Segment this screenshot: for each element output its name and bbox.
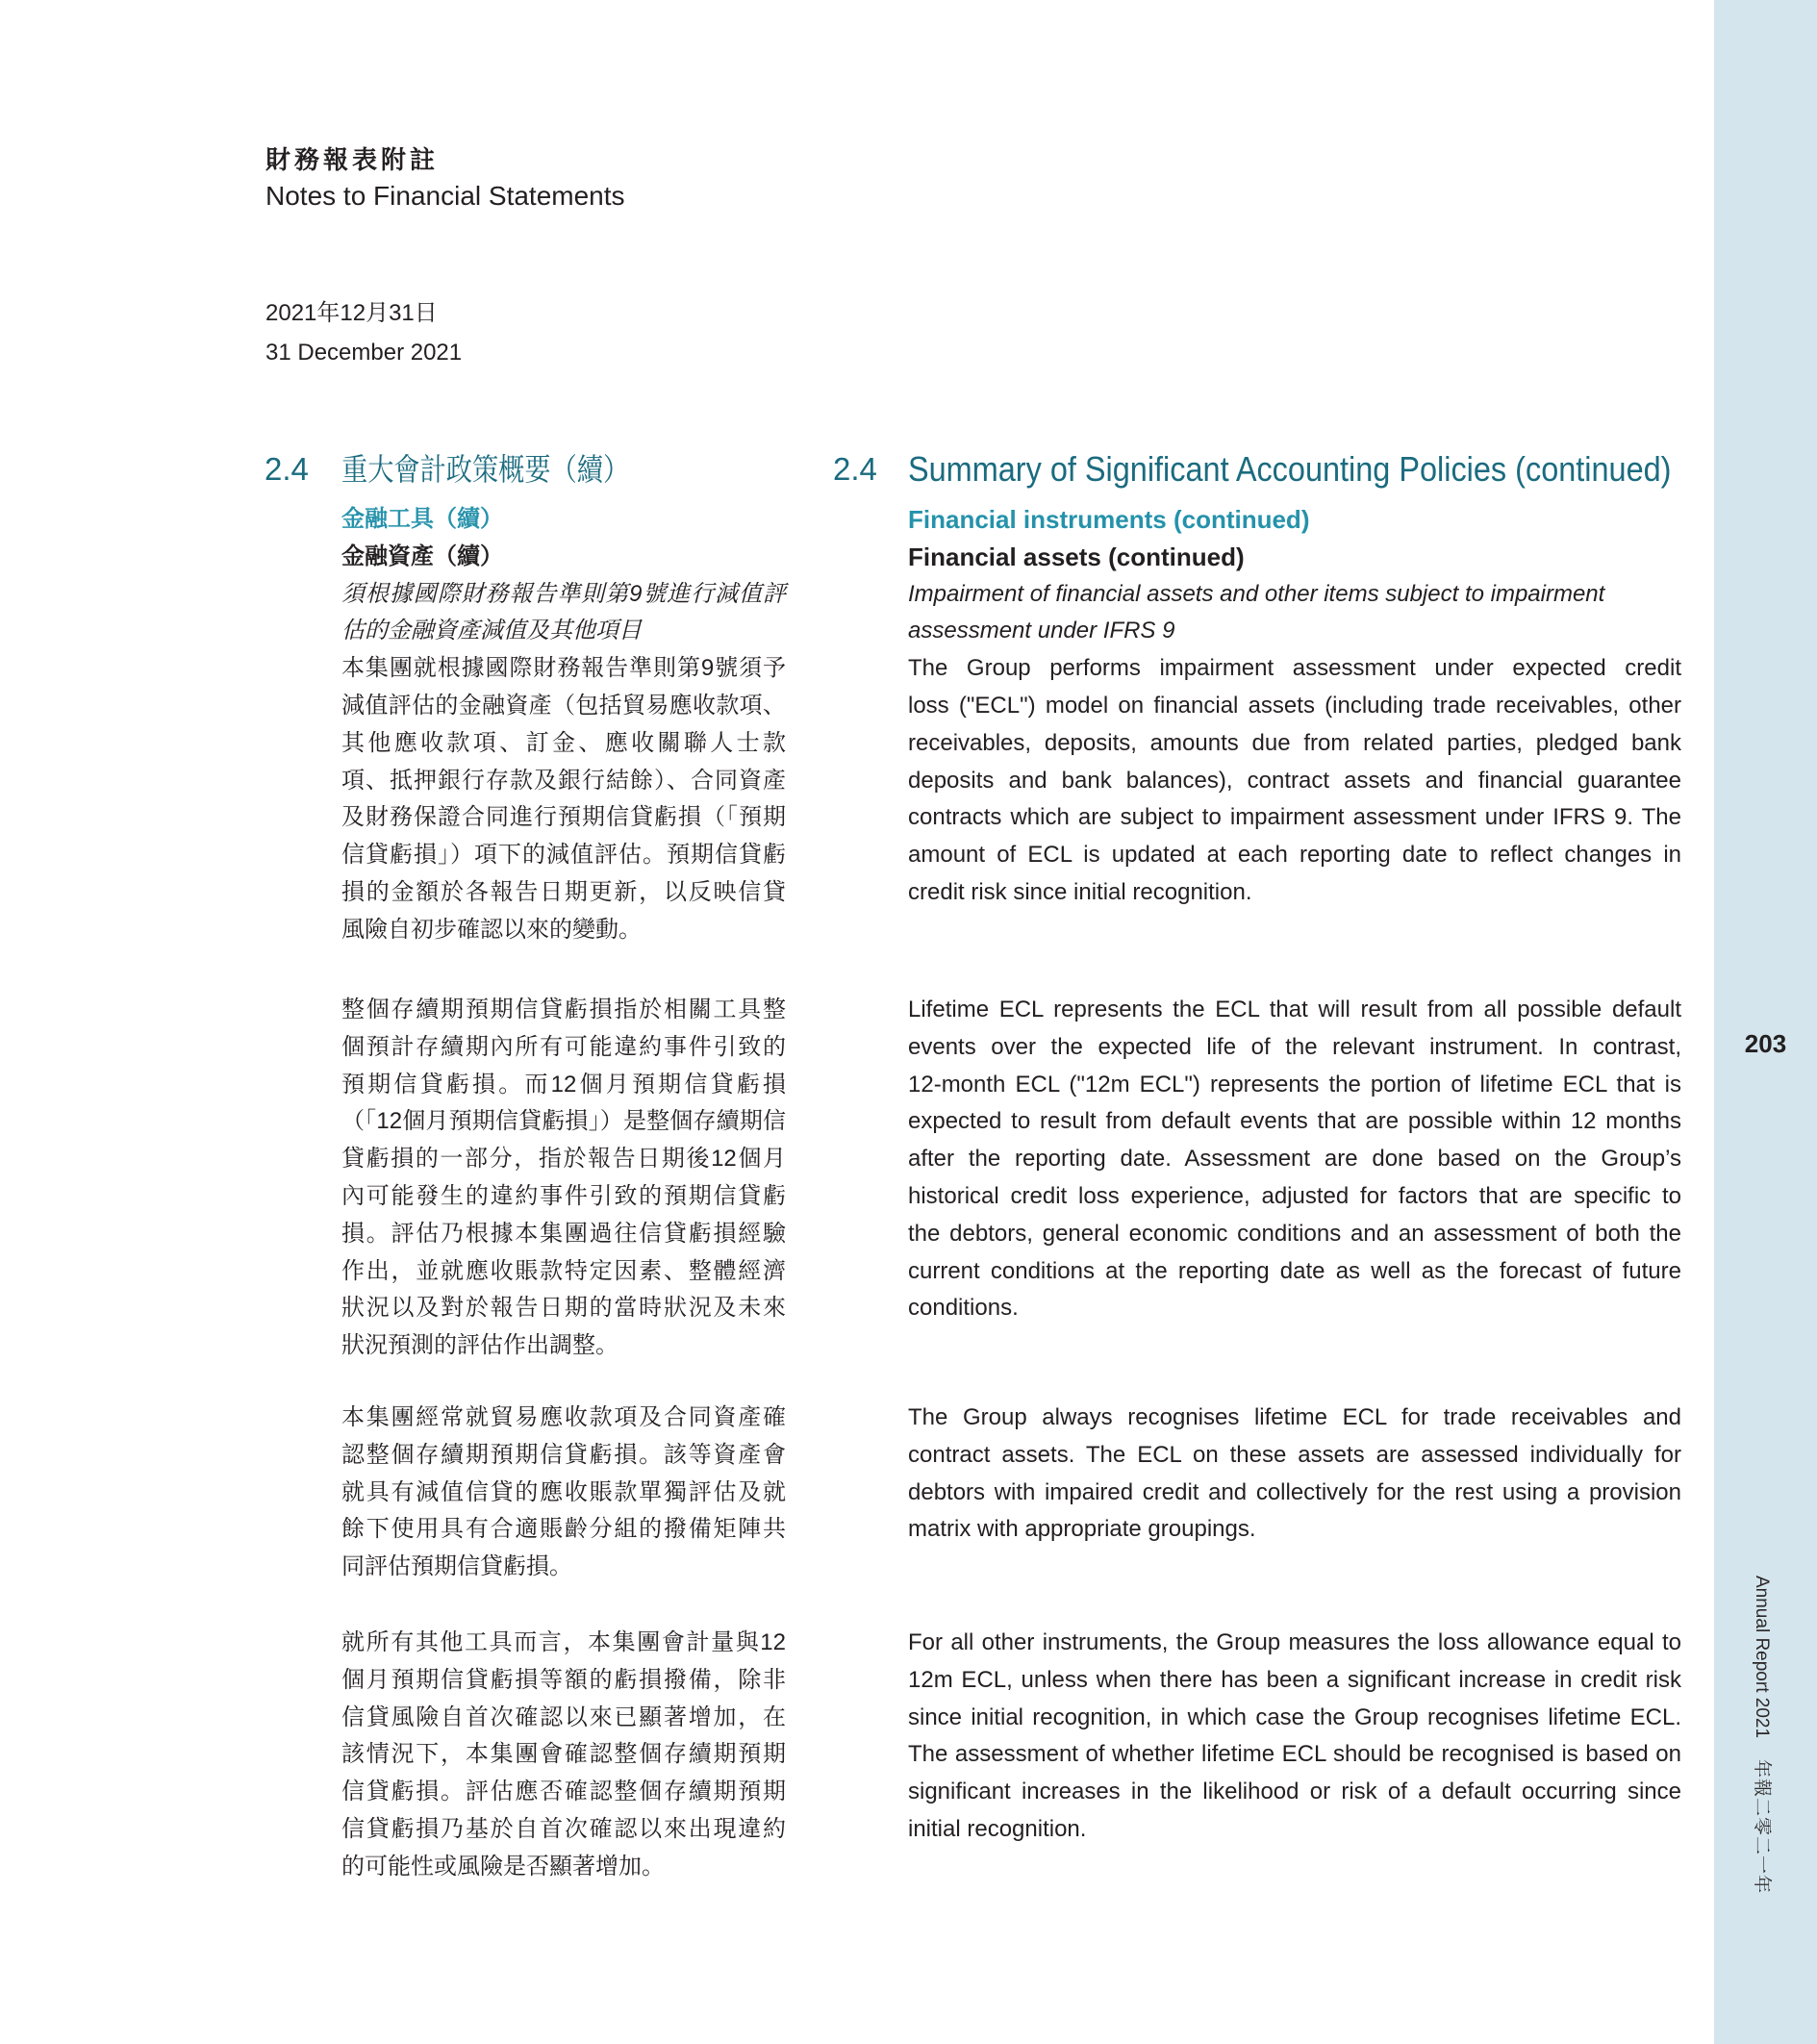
paragraph-line: For all other instruments, the Group measures the loss allowance equal to <box>908 1629 1681 1655</box>
paragraph-line: The assessment of whether lifetime ECL should be recognised is based on <box>908 1741 1681 1768</box>
en-paragraph-2 <box>908 992 1681 1327</box>
paragraph-line: 該情況下，本集團會確認整個存續期預期 <box>341 1741 786 1768</box>
section-number-zh: 2.4 <box>265 451 309 487</box>
paragraph-line: 及財務保證合同進行預期信貸虧損（「預期 <box>341 804 786 831</box>
paragraph-line: 信貸風險自首次確認以來已顯著增加，在 <box>341 1703 786 1730</box>
paragraph-line: contract assets. The ECL on these assets are assessed individually for <box>908 1441 1681 1468</box>
statement-date-zh: 2021年12月31日 <box>265 300 438 326</box>
zh-intro-block <box>341 501 786 949</box>
zh-subheading: 金融工具（續） <box>341 506 503 532</box>
en-subheading: Financial instruments (continued) <box>908 505 1310 534</box>
paragraph-line: 認整個存續期預期信貸虧損。該等資產會 <box>341 1441 786 1468</box>
paragraph-line: 狀況以及對於報告日期的當時狀況及未來 <box>341 1295 786 1322</box>
en-paragraph-1 <box>908 650 1681 912</box>
paragraph-line: historical credit loss experience, adjusted for factors that are specific to <box>908 1182 1681 1209</box>
paragraph-line: 同評估預期信貸虧損。 <box>341 1553 572 1580</box>
paragraph-line: 預期信貸虧損。而12個月預期信貸虧損 <box>341 1071 786 1098</box>
paragraph-line: 個預計存續期內所有可能違約事件引致的 <box>341 1033 786 1060</box>
section-title-zh: 重大會計政策概要（續） <box>341 452 630 487</box>
en-subsubheading: Financial assets (continued) <box>908 542 1245 571</box>
paragraph-line: initial recognition. <box>908 1815 1087 1842</box>
paragraph-line: 本集團就根據國際財務報告準則第9號須予 <box>341 655 786 682</box>
paragraph-line: 項、抵押銀行存款及銀行結餘）、合同資產 <box>341 767 786 794</box>
paragraph-line: current conditions at the reporting date as well as the forecast of future <box>908 1257 1681 1284</box>
paragraph-line: credit risk since initial recognition. <box>908 878 1252 905</box>
page-number: 203 <box>1744 1029 1787 1058</box>
report-label-zh: 年報二零二一年 <box>1752 1759 1772 1895</box>
zh-paragraph-3 <box>341 1400 786 1586</box>
paragraph-line: 個月預期信貸虧損等額的虧損撥備，除非 <box>341 1666 786 1693</box>
paragraph-line: The Group always recognises lifetime ECL for trade receivables and <box>908 1404 1681 1430</box>
en-intro-block <box>908 501 1681 912</box>
paragraph-line: 信貸虧損乃基於自首次確認以來出現違約 <box>341 1815 786 1842</box>
paragraph-line: receivables, deposits, amounts due from related parties, pledged bank <box>908 729 1681 756</box>
paragraph-line: 作出，並就應收賬款特定因素、整體經濟 <box>341 1257 786 1284</box>
paragraph-line: loss ("ECL") model on financial assets (including trade receivables, other <box>908 692 1681 719</box>
en-paragraph-4 <box>908 1625 1681 1849</box>
statement-date-en: 31 December 2021 <box>265 340 463 366</box>
en-italic-heading-line: Impairment of financial assets and other items subject to impairment <box>908 580 1605 607</box>
section-title-en: Summary of Significant Accounting Policies (continued) <box>908 449 1672 489</box>
paragraph-line: since initial recognition, in which case the Group recognises lifetime ECL. <box>908 1703 1681 1730</box>
paragraph-line: expected to result from default events that are possible within 12 months <box>908 1108 1681 1135</box>
paragraph-line: 損。評估乃根據本集團過往信貸虧損經驗 <box>341 1220 786 1247</box>
paragraph-line: 本集團經常就貿易應收款項及合同資產確 <box>341 1404 786 1430</box>
zh-paragraph-1 <box>341 650 786 948</box>
paragraph-line: 其他應收款項、訂金、應收關聯人士款 <box>341 729 786 756</box>
paragraph-line: 風險自初步確認以來的變動。 <box>341 916 642 943</box>
paragraph-line: deposits and bank balances), contract assets and financial guarantee <box>908 767 1681 794</box>
paragraph-line: 12-month ECL ("12m ECL") represents the portion of lifetime ECL that is <box>908 1071 1681 1098</box>
paragraph-line: the debtors, general economic conditions and an assessment of both the <box>908 1220 1681 1247</box>
zh-italic-heading-line: 估的金融資產減值及其他項目 <box>341 618 642 644</box>
paragraph-line: 損的金額於各報告日期更新，以反映信貸 <box>341 878 786 905</box>
vertical-report-label <box>1750 1576 1773 1894</box>
section-number-en: 2.4 <box>833 451 877 487</box>
paragraph-line: Lifetime ECL represents the ECL that will result from all possible default <box>908 997 1681 1022</box>
paragraph-line: 整個存續期預期信貸虧損指於相關工具整 <box>341 997 786 1022</box>
zh-subsubheading: 金融資產（續） <box>341 543 503 569</box>
paragraph-line: after the reporting date. Assessment are done based on the Group’s <box>908 1146 1681 1173</box>
paragraph-line: 減值評估的金融資產（包括貿易應收款項、 <box>341 692 786 719</box>
paragraph-line: （「12個月預期信貸虧損」）是整個存續期信 <box>341 1108 786 1135</box>
paragraph-line: 內可能發生的違約事件引致的預期信貸虧 <box>341 1182 786 1209</box>
paragraph-line: amount of ECL is updated at each reporting date to reflect changes in <box>908 842 1681 869</box>
paragraph-line: 就所有其他工具而言，本集團會計量與12 <box>341 1629 786 1655</box>
paragraph-line: debtors with impaired credit and collectively for the rest using a provision <box>908 1478 1681 1505</box>
running-header-zh: 財務報表附註 <box>265 145 440 174</box>
paragraph-line: 的可能性或風險是否顯著增加。 <box>341 1853 665 1880</box>
paragraph-line: conditions. <box>908 1295 1019 1322</box>
paragraph-line: 信貸虧損」）項下的減值評估。預期信貸虧 <box>341 842 786 869</box>
zh-paragraph-4 <box>341 1625 786 1886</box>
report-label-en: Annual Report 2021 <box>1752 1576 1772 1739</box>
paragraph-line: matrix with appropriate groupings. <box>908 1516 1256 1543</box>
paragraph-line: 信貸虧損。評估應否確認整個存續期預期 <box>341 1779 786 1805</box>
paragraph-line: 貸虧損的一部分，指於報告日期後12個月 <box>341 1146 786 1173</box>
en-italic-heading-line: assessment under IFRS 9 <box>908 618 1175 644</box>
paragraph-line: The Group performs impairment assessment under expected credit <box>908 655 1681 682</box>
en-paragraph-3 <box>908 1400 1681 1549</box>
paragraph-line: 就具有減值信貸的應收賬款單獨評估及就 <box>341 1478 786 1505</box>
running-header-en: Notes to Financial Statements <box>265 181 625 211</box>
paragraph-line: 12m ECL, unless when there has been a significant increase in credit risk <box>908 1666 1681 1693</box>
zh-italic-heading-line: 須根據國際財務報告準則第9號進行減值評 <box>341 580 786 607</box>
paragraph-line: 狀況預測的評估作出調整。 <box>341 1332 618 1359</box>
paragraph-line: contracts which are subject to impairment assessment under IFRS 9. The <box>908 804 1681 831</box>
zh-paragraph-2 <box>341 992 786 1365</box>
paragraph-line: 餘下使用具有合適賬齡分組的撥備矩陣共 <box>341 1516 786 1543</box>
paragraph-line: significant increases in the likelihood or risk of a default occurring since <box>908 1779 1681 1805</box>
paragraph-line: events over the expected life of the relevant instrument. In contrast, <box>908 1033 1681 1060</box>
